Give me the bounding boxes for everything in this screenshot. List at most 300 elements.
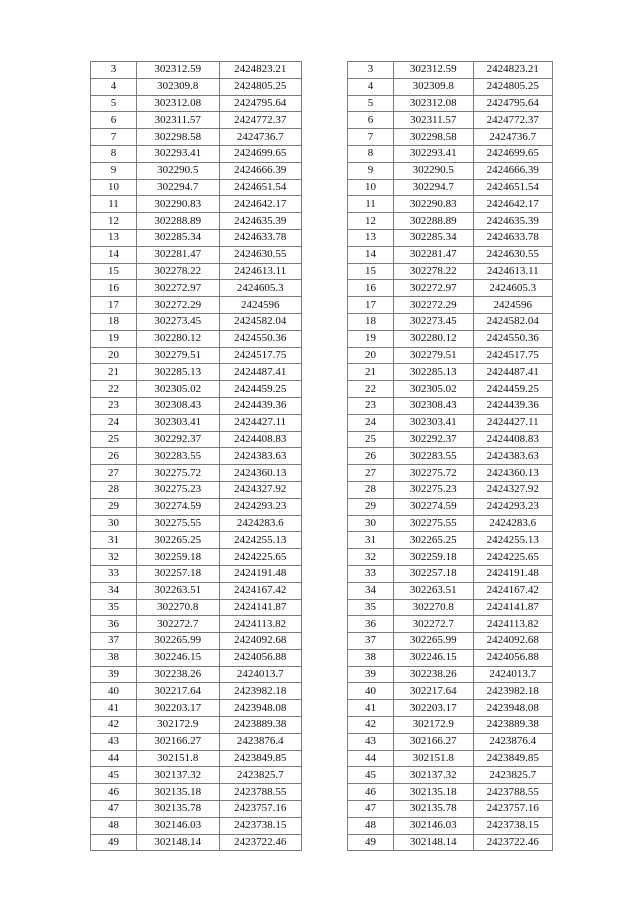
table-row — [91, 95, 302, 112]
point-number-cell: 4 — [348, 78, 394, 95]
x-coordinate-cell: 302272.29 — [394, 297, 474, 314]
x-coordinate-cell: 302259.18 — [394, 549, 474, 566]
table-row — [348, 313, 553, 330]
point-number-cell: 3 — [348, 62, 394, 79]
point-number-cell: 9 — [348, 162, 394, 179]
x-coordinate-cell: 302303.41 — [137, 414, 220, 431]
y-coordinate-cell: 2424805.25 — [219, 78, 302, 95]
table-row — [348, 616, 553, 633]
point-number-cell: 26 — [91, 448, 137, 465]
point-number-cell: 20 — [91, 347, 137, 364]
table-row — [348, 784, 553, 801]
x-coordinate-cell: 302290.83 — [394, 196, 474, 213]
y-coordinate-cell: 2424772.37 — [219, 112, 302, 129]
point-number-cell: 35 — [348, 599, 394, 616]
y-coordinate-cell: 2424255.13 — [219, 532, 302, 549]
point-number-cell: 42 — [91, 717, 137, 734]
table-row — [91, 666, 302, 683]
table-row — [91, 313, 302, 330]
y-coordinate-cell: 2424141.87 — [473, 599, 553, 616]
y-coordinate-cell: 2424459.25 — [219, 381, 302, 398]
x-coordinate-cell: 302293.41 — [137, 145, 220, 162]
table-row — [91, 431, 302, 448]
y-coordinate-cell: 2423738.15 — [219, 817, 302, 834]
x-coordinate-cell: 302257.18 — [394, 565, 474, 582]
y-coordinate-cell: 2423825.7 — [219, 767, 302, 784]
y-coordinate-cell: 2424517.75 — [219, 347, 302, 364]
table-row — [348, 381, 553, 398]
y-coordinate-cell: 2424408.83 — [219, 431, 302, 448]
y-coordinate-cell: 2424225.65 — [473, 549, 553, 566]
y-coordinate-cell: 2423738.15 — [473, 817, 553, 834]
point-number-cell: 23 — [91, 397, 137, 414]
table-row — [91, 515, 302, 532]
table-row — [91, 683, 302, 700]
table-row — [348, 549, 553, 566]
y-coordinate-cell: 2424439.36 — [219, 397, 302, 414]
point-number-cell: 5 — [91, 95, 137, 112]
point-number-cell: 29 — [348, 498, 394, 515]
point-number-cell: 42 — [348, 717, 394, 734]
point-number-cell: 13 — [348, 229, 394, 246]
x-coordinate-cell: 302275.72 — [394, 465, 474, 482]
y-coordinate-cell: 2424772.37 — [473, 112, 553, 129]
x-coordinate-cell: 302308.43 — [394, 397, 474, 414]
table-row — [348, 666, 553, 683]
x-coordinate-cell: 302172.9 — [394, 717, 474, 734]
table-row — [348, 767, 553, 784]
table-row — [348, 263, 553, 280]
y-coordinate-cell: 2423722.46 — [219, 834, 302, 851]
x-coordinate-cell: 302217.64 — [394, 683, 474, 700]
y-coordinate-cell: 2424327.92 — [219, 481, 302, 498]
point-number-cell: 28 — [348, 481, 394, 498]
x-coordinate-cell: 302273.45 — [137, 313, 220, 330]
point-number-cell: 45 — [91, 767, 137, 784]
y-coordinate-cell: 2424293.23 — [473, 498, 553, 515]
table-row — [348, 532, 553, 549]
point-number-cell: 10 — [91, 179, 137, 196]
table-row — [91, 280, 302, 297]
y-coordinate-cell: 2424013.7 — [219, 666, 302, 683]
point-number-cell: 19 — [91, 330, 137, 347]
x-coordinate-cell: 302308.43 — [137, 397, 220, 414]
point-number-cell: 46 — [91, 784, 137, 801]
point-number-cell: 39 — [91, 666, 137, 683]
table-row — [348, 145, 553, 162]
y-coordinate-cell: 2423876.4 — [473, 733, 553, 750]
x-coordinate-cell: 302275.55 — [394, 515, 474, 532]
point-number-cell: 47 — [91, 801, 137, 818]
x-coordinate-cell: 302274.59 — [394, 498, 474, 515]
table-row — [348, 129, 553, 146]
y-coordinate-cell: 2423876.4 — [219, 733, 302, 750]
y-coordinate-cell: 2424605.3 — [219, 280, 302, 297]
table-row — [348, 414, 553, 431]
y-coordinate-cell: 2423982.18 — [219, 683, 302, 700]
x-coordinate-cell: 302303.41 — [394, 414, 474, 431]
point-number-cell: 12 — [348, 213, 394, 230]
y-coordinate-cell: 2424633.78 — [219, 229, 302, 246]
table-row — [348, 246, 553, 263]
table-row — [348, 565, 553, 582]
x-coordinate-cell: 302279.51 — [394, 347, 474, 364]
point-number-cell: 48 — [348, 817, 394, 834]
point-number-cell: 26 — [348, 448, 394, 465]
table-row — [91, 381, 302, 398]
table-row — [91, 465, 302, 482]
x-coordinate-cell: 302135.18 — [394, 784, 474, 801]
table-row — [348, 78, 553, 95]
point-number-cell: 6 — [91, 112, 137, 129]
y-coordinate-cell: 2424459.25 — [473, 381, 553, 398]
x-coordinate-cell: 302238.26 — [394, 666, 474, 683]
y-coordinate-cell: 2423849.85 — [219, 750, 302, 767]
y-coordinate-cell: 2424517.75 — [473, 347, 553, 364]
x-coordinate-cell: 302283.55 — [137, 448, 220, 465]
point-number-cell: 16 — [91, 280, 137, 297]
table-row — [91, 246, 302, 263]
table-row — [348, 481, 553, 498]
table-row — [91, 162, 302, 179]
y-coordinate-cell: 2424630.55 — [219, 246, 302, 263]
y-coordinate-cell: 2424630.55 — [473, 246, 553, 263]
point-number-cell: 31 — [348, 532, 394, 549]
point-number-cell: 43 — [91, 733, 137, 750]
table-row — [91, 801, 302, 818]
y-coordinate-cell: 2424427.11 — [219, 414, 302, 431]
y-coordinate-cell: 2424255.13 — [473, 532, 553, 549]
y-coordinate-cell: 2424383.63 — [473, 448, 553, 465]
table-row — [348, 229, 553, 246]
x-coordinate-cell: 302280.12 — [137, 330, 220, 347]
y-coordinate-cell: 2424651.54 — [473, 179, 553, 196]
y-coordinate-cell: 2424635.39 — [219, 213, 302, 230]
point-number-cell: 37 — [91, 633, 137, 650]
point-number-cell: 6 — [348, 112, 394, 129]
table-row — [91, 414, 302, 431]
y-coordinate-cell: 2423788.55 — [219, 784, 302, 801]
table-row — [348, 62, 553, 79]
x-coordinate-cell: 302275.23 — [394, 481, 474, 498]
y-coordinate-cell: 2424487.41 — [473, 364, 553, 381]
x-coordinate-cell: 302288.89 — [137, 213, 220, 230]
point-number-cell: 48 — [91, 817, 137, 834]
x-coordinate-cell: 302137.32 — [394, 767, 474, 784]
coordinate-table-left — [90, 61, 302, 851]
x-coordinate-cell: 302292.37 — [137, 431, 220, 448]
point-number-cell: 8 — [348, 145, 394, 162]
x-coordinate-cell: 302146.03 — [137, 817, 220, 834]
y-coordinate-cell: 2424191.48 — [473, 565, 553, 582]
table-row — [91, 263, 302, 280]
y-coordinate-cell: 2424056.88 — [473, 649, 553, 666]
x-coordinate-cell: 302288.89 — [394, 213, 474, 230]
y-coordinate-cell: 2424439.36 — [473, 397, 553, 414]
point-number-cell: 25 — [348, 431, 394, 448]
table-row — [348, 297, 553, 314]
y-coordinate-cell: 2424651.54 — [219, 179, 302, 196]
x-coordinate-cell: 302293.41 — [394, 145, 474, 162]
y-coordinate-cell: 2423849.85 — [473, 750, 553, 767]
point-number-cell: 18 — [348, 313, 394, 330]
y-coordinate-cell: 2423948.08 — [473, 700, 553, 717]
point-number-cell: 21 — [91, 364, 137, 381]
x-coordinate-cell: 302311.57 — [137, 112, 220, 129]
y-coordinate-cell: 2424699.65 — [219, 145, 302, 162]
x-coordinate-cell: 302246.15 — [394, 649, 474, 666]
point-number-cell: 34 — [348, 582, 394, 599]
table-row — [91, 196, 302, 213]
point-number-cell: 38 — [91, 649, 137, 666]
table-row — [91, 145, 302, 162]
x-coordinate-cell: 302274.59 — [137, 498, 220, 515]
point-number-cell: 33 — [348, 565, 394, 582]
x-coordinate-cell: 302203.17 — [137, 700, 220, 717]
x-coordinate-cell: 302275.23 — [137, 481, 220, 498]
x-coordinate-cell: 302275.72 — [137, 465, 220, 482]
point-number-cell: 5 — [348, 95, 394, 112]
table-row — [91, 397, 302, 414]
y-coordinate-cell: 2424092.68 — [473, 633, 553, 650]
point-number-cell: 49 — [348, 834, 394, 851]
coordinate-table-right — [347, 61, 553, 851]
table-row — [91, 481, 302, 498]
x-coordinate-cell: 302292.37 — [394, 431, 474, 448]
table-row — [91, 700, 302, 717]
y-coordinate-cell: 2424633.78 — [473, 229, 553, 246]
table-row — [348, 364, 553, 381]
table-row — [91, 649, 302, 666]
y-coordinate-cell: 2424613.11 — [219, 263, 302, 280]
point-number-cell: 34 — [91, 582, 137, 599]
point-number-cell: 23 — [348, 397, 394, 414]
point-number-cell: 12 — [91, 213, 137, 230]
x-coordinate-cell: 302148.14 — [137, 834, 220, 851]
point-number-cell: 32 — [348, 549, 394, 566]
x-coordinate-cell: 302285.13 — [394, 364, 474, 381]
y-coordinate-cell: 2423722.46 — [473, 834, 553, 851]
table-row — [91, 750, 302, 767]
point-number-cell: 17 — [91, 297, 137, 314]
table-row — [348, 515, 553, 532]
table-row — [348, 717, 553, 734]
table-row — [348, 683, 553, 700]
point-number-cell: 37 — [348, 633, 394, 650]
y-coordinate-cell: 2424113.82 — [473, 616, 553, 633]
point-number-cell: 9 — [91, 162, 137, 179]
x-coordinate-cell: 302166.27 — [394, 733, 474, 750]
table-row — [348, 213, 553, 230]
x-coordinate-cell: 302309.8 — [137, 78, 220, 95]
table-row — [91, 784, 302, 801]
x-coordinate-cell: 302265.25 — [137, 532, 220, 549]
table-row — [348, 817, 553, 834]
y-coordinate-cell: 2424293.23 — [219, 498, 302, 515]
table-row — [91, 78, 302, 95]
table-row — [348, 397, 553, 414]
point-number-cell: 14 — [91, 246, 137, 263]
y-coordinate-cell: 2423889.38 — [473, 717, 553, 734]
table-row — [91, 532, 302, 549]
point-number-cell: 40 — [91, 683, 137, 700]
y-coordinate-cell: 2423757.16 — [473, 801, 553, 818]
y-coordinate-cell: 2423757.16 — [219, 801, 302, 818]
y-coordinate-cell: 2424736.7 — [219, 129, 302, 146]
point-number-cell: 43 — [348, 733, 394, 750]
point-number-cell: 30 — [348, 515, 394, 532]
point-number-cell: 47 — [348, 801, 394, 818]
x-coordinate-cell: 302290.5 — [137, 162, 220, 179]
table-row — [348, 834, 553, 851]
x-coordinate-cell: 302148.14 — [394, 834, 474, 851]
x-coordinate-cell: 302146.03 — [394, 817, 474, 834]
y-coordinate-cell: 2424360.13 — [219, 465, 302, 482]
x-coordinate-cell: 302172.9 — [137, 717, 220, 734]
table-row — [91, 633, 302, 650]
table-row — [91, 62, 302, 79]
y-coordinate-cell: 2424635.39 — [473, 213, 553, 230]
table-row — [348, 162, 553, 179]
table-body-left — [91, 62, 302, 851]
point-number-cell: 46 — [348, 784, 394, 801]
table-row — [91, 112, 302, 129]
x-coordinate-cell: 302278.22 — [394, 263, 474, 280]
point-number-cell: 15 — [348, 263, 394, 280]
y-coordinate-cell: 2424795.64 — [473, 95, 553, 112]
y-coordinate-cell: 2424642.17 — [473, 196, 553, 213]
x-coordinate-cell: 302275.55 — [137, 515, 220, 532]
x-coordinate-cell: 302265.99 — [137, 633, 220, 650]
table-row — [91, 565, 302, 582]
y-coordinate-cell: 2424613.11 — [473, 263, 553, 280]
x-coordinate-cell: 302217.64 — [137, 683, 220, 700]
y-coordinate-cell: 2424823.21 — [473, 62, 553, 79]
y-coordinate-cell: 2424582.04 — [473, 313, 553, 330]
x-coordinate-cell: 302272.29 — [137, 297, 220, 314]
table-row — [348, 179, 553, 196]
y-coordinate-cell: 2423889.38 — [219, 717, 302, 734]
y-coordinate-cell: 2424736.7 — [473, 129, 553, 146]
x-coordinate-cell: 302312.59 — [137, 62, 220, 79]
y-coordinate-cell: 2424327.92 — [473, 481, 553, 498]
y-coordinate-cell: 2424056.88 — [219, 649, 302, 666]
point-number-cell: 8 — [91, 145, 137, 162]
point-number-cell: 40 — [348, 683, 394, 700]
y-coordinate-cell: 2424167.42 — [219, 582, 302, 599]
table-row — [91, 599, 302, 616]
y-coordinate-cell: 2423948.08 — [219, 700, 302, 717]
y-coordinate-cell: 2424666.39 — [473, 162, 553, 179]
point-number-cell: 18 — [91, 313, 137, 330]
point-number-cell: 41 — [348, 700, 394, 717]
point-number-cell: 11 — [348, 196, 394, 213]
point-number-cell: 44 — [348, 750, 394, 767]
y-coordinate-cell: 2424550.36 — [219, 330, 302, 347]
table-row — [91, 498, 302, 515]
point-number-cell: 21 — [348, 364, 394, 381]
point-number-cell: 16 — [348, 280, 394, 297]
y-coordinate-cell: 2424795.64 — [219, 95, 302, 112]
y-coordinate-cell: 2424225.65 — [219, 549, 302, 566]
y-coordinate-cell: 2424699.65 — [473, 145, 553, 162]
point-number-cell: 29 — [91, 498, 137, 515]
x-coordinate-cell: 302278.22 — [137, 263, 220, 280]
point-number-cell: 31 — [91, 532, 137, 549]
y-coordinate-cell: 2424141.87 — [219, 599, 302, 616]
point-number-cell: 19 — [348, 330, 394, 347]
y-coordinate-cell: 2424013.7 — [473, 666, 553, 683]
x-coordinate-cell: 302281.47 — [137, 246, 220, 263]
x-coordinate-cell: 302279.51 — [137, 347, 220, 364]
point-number-cell: 17 — [348, 297, 394, 314]
table-row — [348, 330, 553, 347]
point-number-cell: 3 — [91, 62, 137, 79]
point-number-cell: 13 — [91, 229, 137, 246]
table-row — [91, 733, 302, 750]
point-number-cell: 10 — [348, 179, 394, 196]
y-coordinate-cell: 2424550.36 — [473, 330, 553, 347]
table-row — [348, 95, 553, 112]
point-number-cell: 14 — [348, 246, 394, 263]
table-row — [91, 834, 302, 851]
table-row — [348, 347, 553, 364]
y-coordinate-cell: 2424283.6 — [219, 515, 302, 532]
table-row — [91, 213, 302, 230]
table-row — [91, 616, 302, 633]
x-coordinate-cell: 302203.17 — [394, 700, 474, 717]
point-number-cell: 22 — [91, 381, 137, 398]
y-coordinate-cell: 2424642.17 — [219, 196, 302, 213]
y-coordinate-cell: 2424427.11 — [473, 414, 553, 431]
table-row — [91, 347, 302, 364]
x-coordinate-cell: 302290.5 — [394, 162, 474, 179]
x-coordinate-cell: 302280.12 — [394, 330, 474, 347]
x-coordinate-cell: 302135.18 — [137, 784, 220, 801]
x-coordinate-cell: 302290.83 — [137, 196, 220, 213]
y-coordinate-cell: 2424167.42 — [473, 582, 553, 599]
table-row — [91, 297, 302, 314]
point-number-cell: 32 — [91, 549, 137, 566]
x-coordinate-cell: 302285.34 — [394, 229, 474, 246]
y-coordinate-cell: 2424805.25 — [473, 78, 553, 95]
point-number-cell: 39 — [348, 666, 394, 683]
point-number-cell: 44 — [91, 750, 137, 767]
y-coordinate-cell: 2424487.41 — [219, 364, 302, 381]
x-coordinate-cell: 302294.7 — [394, 179, 474, 196]
y-coordinate-cell: 2423825.7 — [473, 767, 553, 784]
x-coordinate-cell: 302270.8 — [394, 599, 474, 616]
x-coordinate-cell: 302259.18 — [137, 549, 220, 566]
table-row — [348, 801, 553, 818]
table-row — [348, 582, 553, 599]
x-coordinate-cell: 302298.58 — [394, 129, 474, 146]
x-coordinate-cell: 302312.59 — [394, 62, 474, 79]
x-coordinate-cell: 302312.08 — [394, 95, 474, 112]
table-row — [348, 448, 553, 465]
x-coordinate-cell: 302294.7 — [137, 179, 220, 196]
x-coordinate-cell: 302137.32 — [137, 767, 220, 784]
point-number-cell: 25 — [91, 431, 137, 448]
x-coordinate-cell: 302285.34 — [137, 229, 220, 246]
x-coordinate-cell: 302135.78 — [394, 801, 474, 818]
x-coordinate-cell: 302257.18 — [137, 565, 220, 582]
point-number-cell: 7 — [348, 129, 394, 146]
x-coordinate-cell: 302135.78 — [137, 801, 220, 818]
y-coordinate-cell: 2424360.13 — [473, 465, 553, 482]
y-coordinate-cell: 2424191.48 — [219, 565, 302, 582]
point-number-cell: 24 — [91, 414, 137, 431]
